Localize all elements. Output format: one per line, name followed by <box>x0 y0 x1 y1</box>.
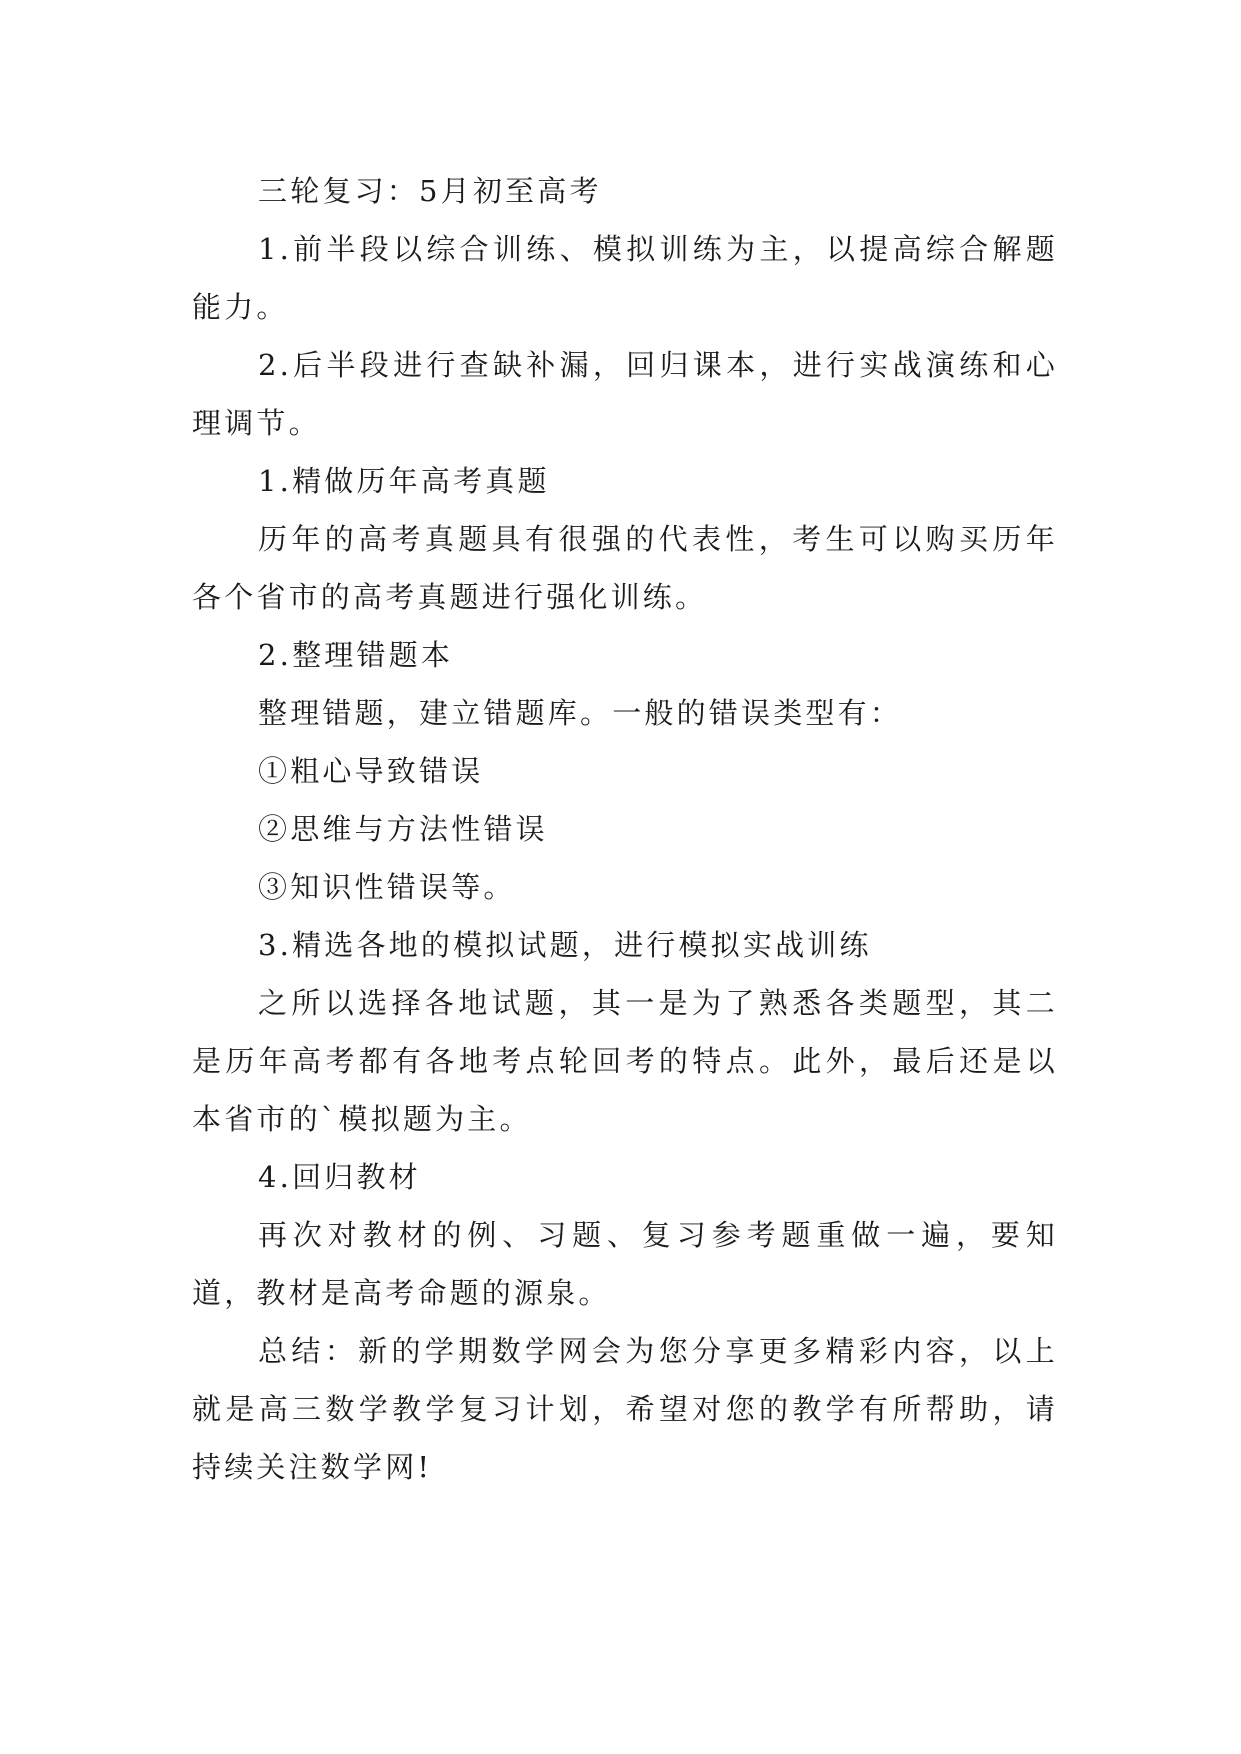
item-heading-textbook: 4.回归教材 <box>258 1160 421 1194</box>
section-heading-third-round: 三轮复习：5月初至高考 <box>258 174 602 208</box>
paragraph-past-exams: 历年的高考真题具有很强的代表性，考生可以购买历年各个省市的高考真题进行强化训练。 <box>192 522 1058 614</box>
list-item-error-2: ②思维与方法性错误 <box>258 812 548 846</box>
paragraph-textbook: 再次对教材的例、习题、复习参考题重做一遍，要知道，教材是高考命题的源泉。 <box>192 1218 1058 1310</box>
list-item-error-3: ③知识性错误等。 <box>258 870 516 904</box>
paragraph-mock-tests: 之所以选择各地试题，其一是为了熟悉各类题型，其二是历年高考都有各地考点轮回考的特点。此外，最后还是以本省市的`模拟题为主。 <box>192 986 1058 1136</box>
paragraph-error-types: 整理错题，建立错题库。一般的错误类型有： <box>258 696 903 730</box>
document-body <box>192 162 1058 1496</box>
item-heading-mock-tests: 3.精选各地的模拟试题，进行模拟实战训练 <box>258 928 872 962</box>
item-heading-error-notebook: 2.整理错题本 <box>258 638 454 672</box>
list-item-error-1: ①粗心导致错误 <box>258 754 484 788</box>
paragraph-first-half: 1.前半段以综合训练、模拟训练为主，以提高综合解题能力。 <box>192 232 1058 324</box>
paragraph-summary: 总结：新的学期数学网会为您分享更多精彩内容，以上就是高三数学教学复习计划，希望对您的教学有所帮助，请持续关注数学网! <box>192 1334 1058 1484</box>
item-heading-past-exams: 1.精做历年高考真题 <box>258 464 550 498</box>
paragraph-second-half: 2.后半段进行查缺补漏，回归课本，进行实战演练和心理调节。 <box>192 348 1058 440</box>
